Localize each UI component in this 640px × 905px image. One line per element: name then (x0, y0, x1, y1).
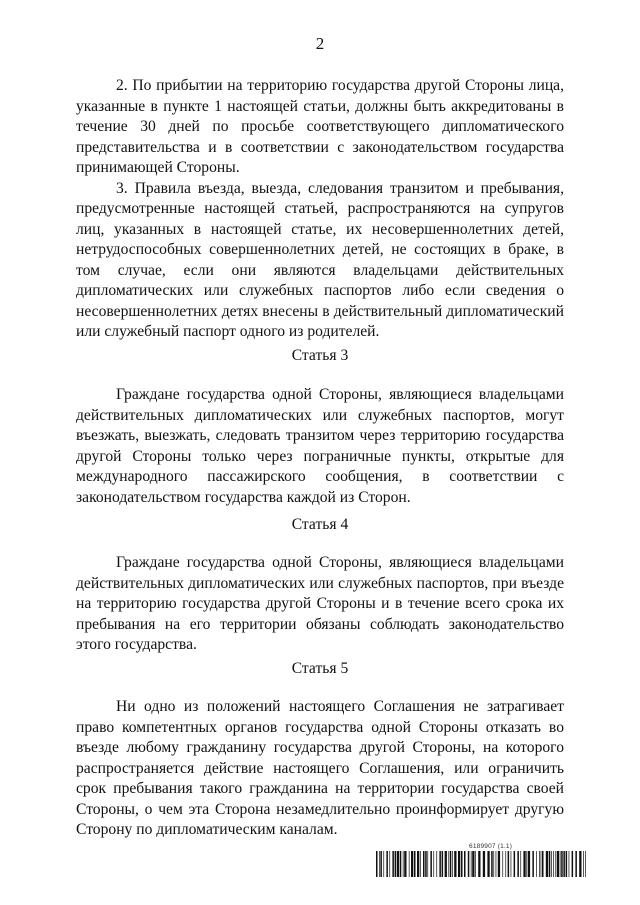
article-5-title: Статья 5 (291, 660, 349, 677)
barcode-icon (376, 851, 586, 877)
document-code: 6189907 (1.1) (469, 843, 513, 850)
article-5-text: Ни одно из положений настоящего Соглашения не затрагивает право компетентных органов государства одной Стороны отказать во въезде любому гражданину государства другой Стороны, на которого распространяется действие настоящего Соглашения, или ограничить срок пребывания такого гражданина на территории государства своей Стороны, о чем эта Сторона незамедлительно проинформирует другую Сторону по дипломатическим каналам. (76, 698, 564, 838)
article-4-text: Граждане государства одной Стороны, являющиеся владельцами действительных дипломатических или служебных паспортов, при въезде на территорию государства другой Стороны и в течение всего срока их пребывания на его территории обязаны соблюдать законодательство этого государства. (76, 554, 564, 653)
article-4-body (76, 553, 564, 656)
article-4-title: Статья 4 (291, 516, 349, 533)
article-2-continuation (76, 76, 564, 343)
page-number: 2 (315, 34, 325, 53)
article-3-text: Граждане государства одной Стороны, являющиеся владельцами действительных дипломатических или служебных паспортов, могут въезжать, выезжать, следовать транзитом через территорию государства другой Стороны только через пограничные пункты, открытые для международного пассажирского сообщения, в соответствии с законодательством государства каждой из Сторон. (76, 386, 564, 506)
paragraph-3: 3. Правила въезда, выезда, следования транзитом и пребывания, предусмотренные настоящей статьей, распространяются на супругов лиц, указанных в настоящей статье, их несовершеннолетних детей, нетрудоспособных совершеннолетних детей, не состоящих в браке, в том случае, если они являются владельцами действительных дипломатических или служебных паспортов либо если сведения о несовершеннолетних детях внесены в действительный дипломатический или служебный паспорт одного из родителей. (76, 179, 564, 340)
article-3-title: Статья 3 (291, 347, 349, 364)
article-3-body (76, 385, 564, 508)
article-5-body (76, 697, 564, 841)
paragraph-2: 2. По прибытии на территорию государства другой Стороны лица, указанные в пункте 1 настоящей статьи, должны быть аккредитованы в течение 30 дней по просьбе соответствующего дипломатического представительства и в соответствии с законодательством государства принимающей Стороны. (76, 77, 564, 176)
